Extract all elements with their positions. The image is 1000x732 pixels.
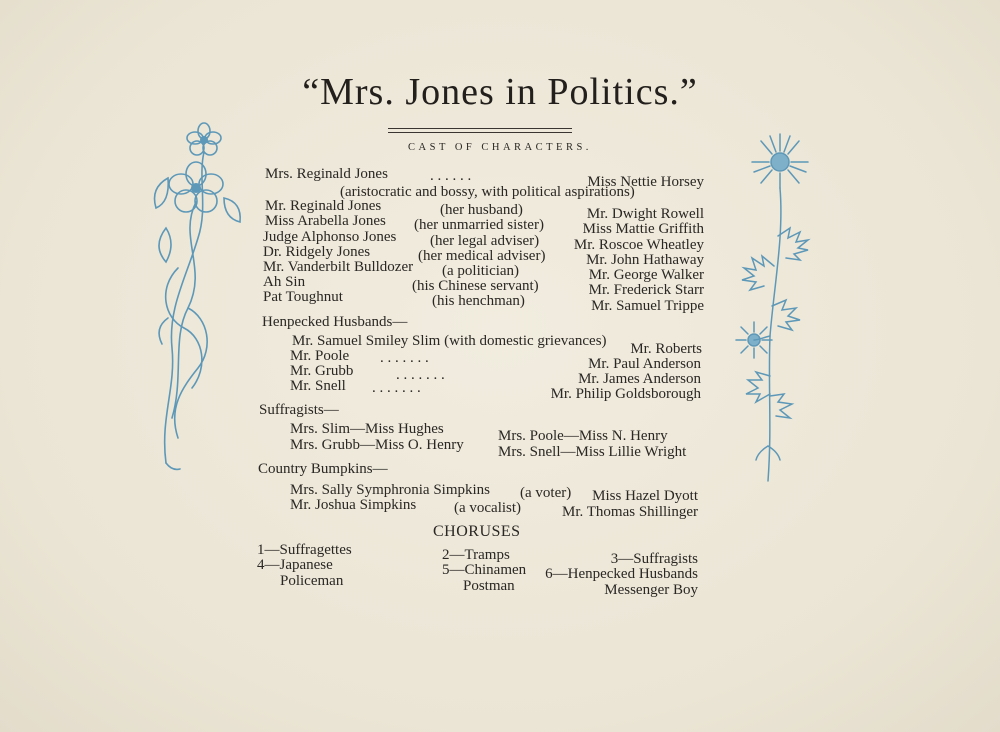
section-heading-henpecked: Henpecked Husbands—	[262, 314, 408, 330]
role-description: (her legal adviser)	[430, 233, 540, 249]
choruses-heading: CHORUSES	[433, 523, 521, 540]
chorus-item-continued: Postman	[463, 578, 515, 594]
role-description: (a voter)	[520, 485, 572, 501]
actor-name: Mr. Philip Goldsborough	[550, 386, 701, 402]
chorus-item-continued: Messenger Boy	[604, 582, 698, 598]
role-description: (his henchman)	[432, 293, 525, 309]
chorus-item: 5—Chinamen	[442, 562, 527, 578]
right-flower-ornament-icon	[728, 126, 828, 486]
leader-dots: . . . . . .	[430, 168, 472, 184]
actor-name: Mr. Thomas Shillinger	[562, 504, 698, 520]
role-name: Ah Sin	[263, 274, 306, 290]
chorus-item: 1—Suffragettes	[257, 542, 352, 558]
role-name: Mrs. Sally Symphronia Simpkins	[290, 482, 491, 498]
role-description: (her medical adviser)	[418, 248, 546, 264]
chorus-item: 2—Tramps	[442, 547, 510, 563]
role-name: Mr. Poole	[290, 348, 350, 364]
role-name: Mr. Samuel Smiley Slim (with domestic grievances)	[292, 333, 607, 349]
page-title: “Mrs. Jones in Politics.”	[302, 71, 698, 113]
suffragist-pair: Mrs. Poole—Miss N. Henry	[498, 428, 668, 444]
leader-dots: . . . . . . .	[380, 350, 429, 366]
suffragist-pair: Mrs. Slim—Miss Hughes	[290, 421, 444, 437]
role-description: (his Chinese servant)	[412, 278, 539, 294]
chorus-item: 3—Suffragists	[610, 551, 698, 567]
role-name: Miss Arabella Jones	[265, 213, 386, 229]
actor-name: Mr. Dwight Rowell	[586, 206, 704, 222]
actor-name: Mr. Roberts	[630, 341, 702, 357]
title-divider-bottom	[388, 132, 572, 133]
leader-dots: . . . . . . .	[396, 367, 445, 383]
chorus-item-continued: Policeman	[280, 573, 344, 589]
role-note: (aristocratic and bossy, with political aspirations)	[340, 184, 635, 200]
role-name: Dr. Ridgely Jones	[263, 244, 371, 260]
title-divider-top	[388, 128, 572, 129]
actor-name: Mr. John Hathaway	[586, 252, 704, 268]
role-name: Mr. Vanderbilt Bulldozer	[263, 259, 414, 275]
actor-name: Mr. George Walker	[588, 267, 704, 283]
cast-subtitle: CAST OF CHARACTERS.	[408, 142, 592, 153]
actor-name: Miss Nettie Horsey	[587, 174, 704, 190]
role-description: (a vocalist)	[454, 500, 522, 516]
suffragist-pair: Mrs. Grubb—Miss O. Henry	[290, 437, 464, 453]
role-description: (her unmarried sister)	[414, 217, 544, 233]
actor-name: Mr. Roscoe Wheatley	[573, 237, 704, 253]
left-flower-ornament-icon	[138, 118, 248, 478]
section-heading-suffragists: Suffragists—	[259, 402, 339, 418]
actor-name: Mr. James Anderson	[578, 371, 701, 387]
actor-name: Miss Hazel Dyott	[592, 488, 698, 504]
role-name: Judge Alphonso Jones	[263, 229, 397, 245]
role-description: (her husband)	[440, 202, 523, 218]
chorus-item: 6—Henpecked Husbands	[545, 566, 698, 582]
role-name: Mrs. Reginald Jones	[265, 166, 388, 182]
role-name: Mr. Snell	[290, 378, 346, 394]
actor-name: Mr. Samuel Trippe	[591, 298, 704, 314]
role-description: (a politician)	[442, 263, 520, 279]
role-name: Mr. Grubb	[290, 363, 354, 379]
actor-name: Miss Mattie Griffith	[582, 221, 704, 237]
role-name: Pat Toughnut	[263, 289, 343, 305]
role-name: Mr. Reginald Jones	[265, 198, 382, 214]
section-heading-bumpkins: Country Bumpkins—	[258, 461, 388, 477]
actor-name: Mr. Frederick Starr	[588, 282, 704, 298]
actor-name: Mr. Paul Anderson	[588, 356, 701, 372]
chorus-item: 4—Japanese	[257, 557, 333, 573]
suffragist-pair: Mrs. Snell—Miss Lillie Wright	[498, 444, 687, 460]
role-name: Mr. Joshua Simpkins	[290, 497, 417, 513]
leader-dots: . . . . . . .	[372, 380, 421, 396]
